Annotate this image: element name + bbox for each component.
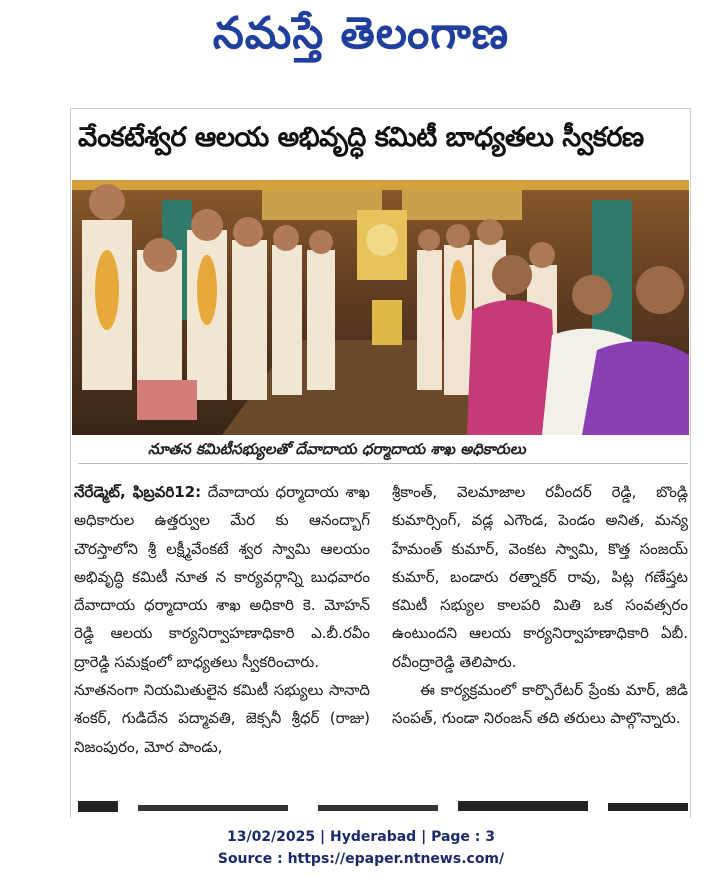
temple-group-photo xyxy=(72,180,689,435)
article-photo xyxy=(72,180,689,435)
article-paragraph: నూతనంగా నియమితులైన కమిటీ సభ్యులు సానాది శంకర్, గుడిదేన పద్మావతి, జెక్సనీ శ్రీధర్ (రాజు) నిజంపురం, మోర పాండు, xyxy=(74,681,370,756)
next-article-cutoff xyxy=(78,798,688,812)
article-paragraph: శ్రీకాంత్, వెలమాజాల రవీందర్ రెడ్డి, బొండ్లి కుమార్సింగ్, వడ్ల ఎగౌండ, పెండం అనిత, మన్య హేమంత్ కుమార్, వెంకట స్వామి, కొత్త సంజయ్ కుమార్, బండారు రత్నాకర్ రావు, పిట్ల గణేష్తట కమిటీ సభ్యుల కాలపరి మితి ఒక సంవత్సరం ఉంటుందని ఆలయ కార్యనిర్వాహణాధికారి ఏబీ. రవీంద్రారెడ్డి తెలిపారు. xyxy=(392,483,688,671)
masthead xyxy=(0,0,722,80)
frame-rule-top xyxy=(70,108,690,109)
paragraph-text: దేవాదాయ ధర్మాదాయ శాఖ అధికారుల ఉత్తర్వుల మేర కు ఆనంద్బాగ్ చౌరస్తాలోని శ్రీ లక్ష్మీవేంకటే శ్వర స్వామి ఆలయం అభివృద్ధి కమిటీ నూత న కార్యవర్గాన్ని బుధవారం దేవాదాయ ధర్మాదాయ శాఖ అధికారి కె. మోహన్ రెడ్డి ఆలయ కార్యనిర్వాహణాధికారి ఎ.బీ.రవీం ద్రారెడ్డి సమక్షంలో బాధ్యతలు స్వీకరించారు. xyxy=(74,483,370,671)
article-headline: వేంకటేశ్వర ఆలయ అభివృద్ధి కమిటీ బాధ్యతలు స్వీకరణ xyxy=(78,122,644,153)
photo-caption: నూతన కమిటీసభ్యులతో దేవాదాయ ధర్మాదాయ శాఖ అధికారులు xyxy=(148,440,526,458)
caption-divider xyxy=(78,463,688,464)
footer-date-page: 13/02/2025 | Hyderabad | Page : 3 xyxy=(226,829,496,845)
cut-off-text-fragment xyxy=(78,799,688,812)
article-column-2 xyxy=(392,478,688,733)
article-column-1 xyxy=(74,478,370,761)
frame-rule-left xyxy=(70,108,71,818)
dateline: నేరేడ్మెట్, ఫిబ్రవరి12: xyxy=(74,483,202,501)
article-paragraph xyxy=(74,478,370,676)
newspaper-logo: నమస్తే తెలంగాణ xyxy=(212,8,510,59)
frame-rule-right xyxy=(690,108,691,818)
article-paragraph: ఈ కార్యక్రమంలో కార్పొరేటర్ ప్రేంకు మార్, జిడి సంపత్, గుండా నిరంజన్ తది తరులు పాల్గొన్నారు. xyxy=(392,681,688,728)
page-footer xyxy=(0,826,722,870)
footer-source: Source : https://epaper.ntnews.com/ xyxy=(217,851,505,867)
